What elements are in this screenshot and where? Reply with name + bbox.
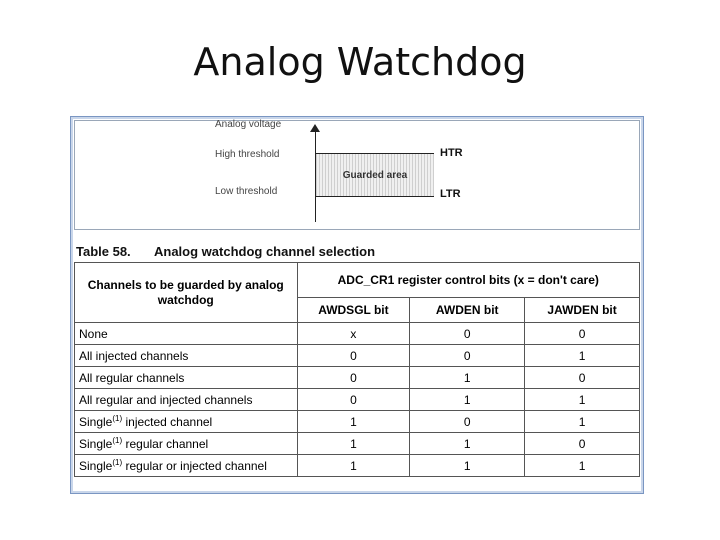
jawden-cell: 0 [525, 323, 640, 345]
channel-prefix: Single [79, 415, 113, 429]
awdsgl-cell: 0 [297, 389, 410, 411]
table-caption [76, 244, 375, 259]
channel-cell: All regular channels [75, 367, 298, 389]
high-threshold-label: High threshold [215, 149, 280, 160]
table-row [75, 323, 640, 345]
table-row [75, 389, 640, 411]
awden-cell: 0 [410, 345, 525, 367]
header-awdsgl: AWDSGL bit [297, 298, 410, 323]
guarded-area-label: Guarded area [342, 170, 408, 181]
table-title: Analog watchdog channel selection [154, 244, 376, 259]
awdsgl-cell: 0 [297, 367, 410, 389]
slide-title: Analog Watchdog [193, 40, 527, 84]
jawden-cell: 1 [525, 411, 640, 433]
jawden-cell: 1 [525, 345, 640, 367]
channel-prefix: Single [79, 437, 113, 451]
channel-cell: None [75, 323, 298, 345]
table-header-row [75, 263, 640, 298]
header-channels: Channels to be guarded by analog watchdog [75, 263, 298, 323]
footnote-marker: (1) [112, 458, 123, 467]
header-register: ADC_CR1 register control bits (x = don't care) [297, 263, 640, 298]
table-number: Table 58. [76, 244, 131, 259]
channel-cell [75, 433, 298, 455]
jawden-cell: 1 [525, 455, 640, 477]
channel-suffix: injected channel [122, 415, 213, 429]
ltr-label: LTR [440, 188, 461, 200]
awdsgl-cell: x [297, 323, 410, 345]
awden-cell: 1 [410, 389, 525, 411]
footnote-marker: (1) [112, 414, 123, 423]
table-row [75, 455, 640, 477]
header-jawden: JAWDEN bit [525, 298, 640, 323]
awdsgl-cell: 1 [297, 411, 410, 433]
channel-cell [75, 455, 298, 477]
footnote-marker: (1) [112, 436, 123, 445]
channel-suffix: regular or injected channel [122, 459, 267, 473]
header-awden: AWDEN bit [410, 298, 525, 323]
awden-cell: 1 [410, 433, 525, 455]
jawden-cell: 0 [525, 367, 640, 389]
channel-selection-table [74, 262, 640, 477]
low-threshold-label: Low threshold [215, 186, 278, 197]
table-row [75, 345, 640, 367]
channel-cell: All injected channels [75, 345, 298, 367]
guarded-area [316, 153, 434, 197]
awdsgl-cell: 1 [297, 455, 410, 477]
jawden-cell: 0 [525, 433, 640, 455]
jawden-cell: 1 [525, 389, 640, 411]
awdsgl-cell: 0 [297, 345, 410, 367]
table-row [75, 411, 640, 433]
channel-cell: All regular and injected channels [75, 389, 298, 411]
awden-cell: 1 [410, 367, 525, 389]
y-axis-label: Analog voltage [215, 119, 282, 130]
awden-cell: 0 [410, 411, 525, 433]
channel-suffix: regular channel [122, 437, 209, 451]
awden-cell: 1 [410, 455, 525, 477]
awdsgl-cell: 1 [297, 433, 410, 455]
channel-prefix: Single [79, 459, 113, 473]
awden-cell: 0 [410, 323, 525, 345]
table-row [75, 367, 640, 389]
table-row [75, 433, 640, 455]
channel-cell [75, 411, 298, 433]
htr-label: HTR [440, 147, 463, 159]
